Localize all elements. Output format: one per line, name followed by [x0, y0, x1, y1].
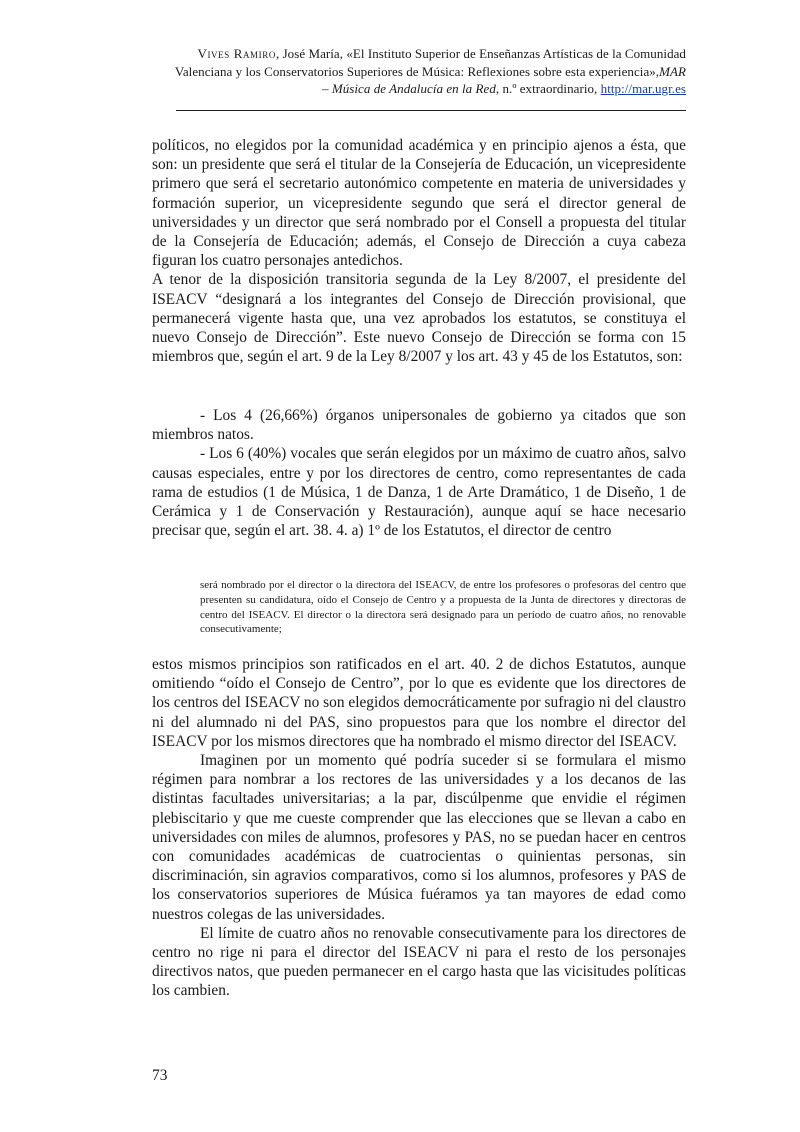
header-journal-full: – Música de Andalucía en la Red [322, 81, 496, 96]
body-section-top [152, 136, 686, 366]
header-line-1 [160, 45, 686, 63]
list-item: - Los 6 (40%) vocales que serán elegidos por un máximo de cuatro años, salvo causas especiales, entre y por los directores de centro, como representantes de cada rama de estudios (1 de Música, 1 de Danza, 1 de Arte Dramático, 1 de Diseño, 1 de Cerámica y 1 de Conservación y Restauración), aunque aquí se hace necesario precisar que, según el art. 38. 4. a) 1º de los Estatutos, el director de centro [152, 445, 686, 540]
block-quote: será nombrado por el director o la directora del ISEACV, de entre los profesores o profesoras del centro que presenten su candidatura, oído el Consejo de Centro y a propuesta de la Junta de directores y directoras de centro del ISEACV. El director o la directora será designado para un período de cuatro años, no renovable consecutivamente; [200, 579, 686, 636]
paragraph: estos mismos principios son ratificados en el art. 40. 2 de dichos Estatutos, aunque omitiendo “oído el Consejo de Centro”, por lo que es evidente que los directores de los centros del ISEACV no son elegidos democráticamente por sufragio ni del claustro ni del alumnado ni del PAS, sino propuestos para que los nombre el director del ISEACV por los mismos directores que ha nombrado el mismo director del ISEACV. [152, 656, 686, 750]
header-line-3 [160, 80, 686, 98]
header-title-cont: Valenciana y los Conservatorios Superiores de Música: Reflexiones sobre esta experiencia», [174, 63, 660, 79]
list-item: - Los 4 (26,66%) órganos unipersonales de gobierno ya citados que son miembros natos. [152, 407, 686, 444]
header-author-surname: Vives Ramiro [197, 46, 276, 61]
list-section [152, 406, 686, 540]
header-url-link[interactable]: http://mar.ugr.es [600, 81, 686, 96]
paragraph: A tenor de la disposición transitoria segunda de la Ley 8/2007, el presidente del ISEACV “designará a los integrantes del Consejo de Dirección provisional, que permanecerá vigente hasta que, una vez aprobados los estatutos, se constituya el nuevo Consejo de Dirección”. Este nuevo Consejo de Dirección se forma con 15 miembros que, según el art. 9 de la Ley 8/2007 y los art. 43 y 45 de los Estatutos, son: [152, 271, 686, 366]
header-line-2 [160, 63, 686, 81]
header-journal-abbr: MAR [659, 63, 686, 79]
header-divider [176, 110, 686, 111]
header-author-rest: , José María, «El Instituto Superior de Enseñanzas Artísticas de la Comunidad [275, 46, 686, 61]
page-number: 73 [152, 1067, 168, 1084]
body-section-bottom [152, 655, 686, 1001]
paragraph: El límite de cuatro años no renovable consecutivamente para los directores de centro no rige ni para el director del ISEACV ni para el resto de los personajes directivos natos, que pueden permanecer en el cargo hasta que las vicisitudes políticas los cambien. [152, 924, 686, 1000]
paragraph: Imaginen por un momento qué podría suceder si se formulara el mismo régimen para nombrar a los rectores de las universidades y a los decanos de las distintas facultades universitarias; a la par, discúlpenme que envidie el régimen plebiscitario y que me cueste comprender que las elecciones que se llevan a cabo en universidades con miles de alumnos, profesores y PAS, no se puedan hacer en centros con comunidades académicas de cuatrocientas o quinientas personas, sin discriminación, sin agravios comparativos, como si los alumnos, profesores y PAS de los conservatorios superiores de Música fuéramos ya tan mayores de edad como nuestros colegas de las universidades. [152, 752, 686, 923]
paragraph: políticos, no elegidos por la comunidad académica y en principio ajenos a ésta, que son: un presidente que será el titular de la Consejería de Educación, un vicepresidente primero que será el secretario autonómico competente en materia de universidades y formación superior, un vicepresidente segundo que será el director general de universidades y un director que será nombrado por el Consell a propuesta del titular de la Consejería de Educación; además, el Consejo de Dirección a cuya cabeza figuran los cuatro personajes antedichos. [152, 137, 686, 270]
header-issue: , n.º extraordinario, [495, 81, 601, 96]
running-header [160, 45, 686, 98]
